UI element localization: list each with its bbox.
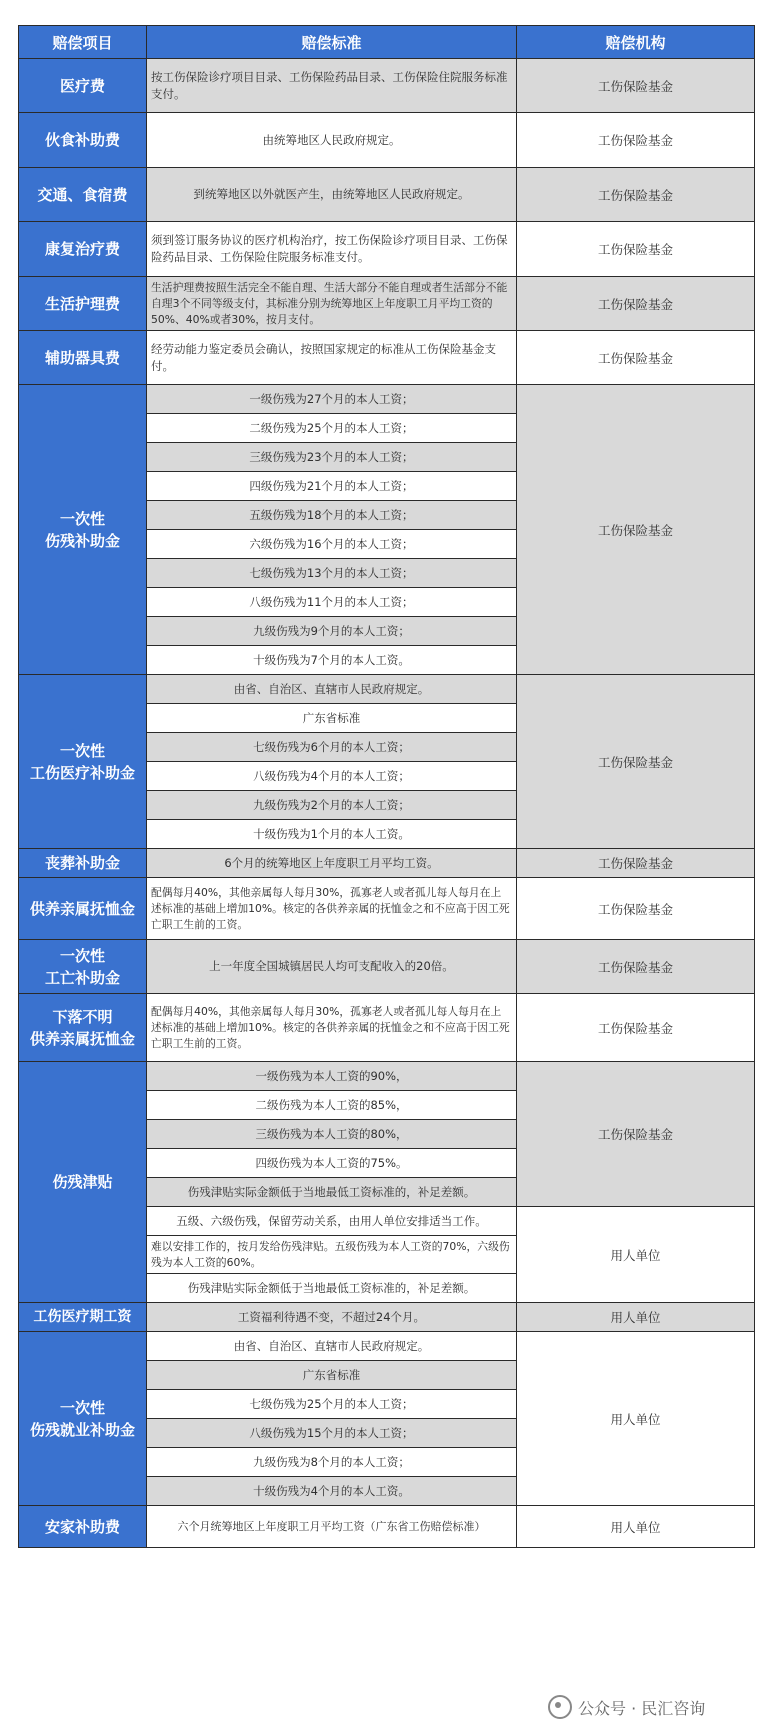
standard-line: 九级伤残为8个月的本人工资；	[147, 1448, 517, 1477]
org-disability-lump: 工伤保险基金	[517, 385, 755, 675]
standard-funeral: 6个月的统筹地区上年度职工月平均工资。	[147, 849, 517, 878]
standard-line: 三级伤残为本人工资的80%，	[147, 1120, 517, 1149]
item-medical: 医疗费	[19, 59, 147, 113]
standard-line: 一级伤残为本人工资的90%，	[147, 1062, 517, 1091]
standard-line: 四级伤残为本人工资的75%。	[147, 1149, 517, 1178]
org-funeral: 工伤保险基金	[517, 849, 755, 878]
item-allowance: 伤残津贴	[19, 1062, 147, 1303]
org-rehab: 工伤保险基金	[517, 222, 755, 277]
item-dependents: 供养亲属抚恤金	[19, 878, 147, 940]
table-row	[19, 1303, 755, 1332]
standard-aids: 经劳动能力鉴定委员会确认，按照国家规定的标准从工伤保险基金支付。	[147, 331, 517, 385]
item-death-lump: 一次性 工亡补助金	[19, 940, 147, 994]
standard-care: 生活护理费按照生活完全不能自理、生活大部分不能自理或者生活部分不能自理3个不同等级支付，其标准分别为统筹地区上年度职工月平均工资的50%、40%或者30%，按月支付。	[147, 277, 517, 331]
org-employment-lump: 用人单位	[517, 1332, 755, 1506]
table-row	[19, 385, 755, 414]
org-medical-lump: 工伤保险基金	[517, 675, 755, 849]
item-missing: 下落不明 供养亲属抚恤金	[19, 994, 147, 1062]
standard-line: 四级伤残为21个月的本人工资；	[147, 472, 517, 501]
item-care: 生活护理费	[19, 277, 147, 331]
item-transport: 交通、食宿费	[19, 168, 147, 222]
item-rehab: 康复治疗费	[19, 222, 147, 277]
org-transport: 工伤保险基金	[517, 168, 755, 222]
org-care: 工伤保险基金	[517, 277, 755, 331]
org-medical: 工伤保险基金	[517, 59, 755, 113]
org-wage: 用人单位	[517, 1303, 755, 1332]
org-food: 工伤保险基金	[517, 113, 755, 168]
standard-line: 七级伤残为13个月的本人工资；	[147, 559, 517, 588]
standard-line: 十级伤残为4个月的本人工资。	[147, 1477, 517, 1506]
standard-wage: 工资福利待遇不变，不超过24个月。	[147, 1303, 517, 1332]
standard-line: 三级伤残为23个月的本人工资；	[147, 443, 517, 472]
standard-line: 由省、自治区、直辖市人民政府规定。	[147, 675, 517, 704]
org-resettle: 用人单位	[517, 1506, 755, 1548]
item-aids: 辅助器具费	[19, 331, 147, 385]
standard-line: 九级伤残为2个月的本人工资；	[147, 791, 517, 820]
table-row	[19, 59, 755, 113]
standard-line: 由省、自治区、直辖市人民政府规定。	[147, 1332, 517, 1361]
standard-missing: 配偶每月40%，其他亲属每人每月30%，孤寡老人或者孤儿每人每月在上述标准的基础上增加10%。核定的各供养亲属的抚恤金之和不应高于因工死亡职工生前的工资。	[147, 994, 517, 1062]
item-employment-lump: 一次性 伤残就业补助金	[19, 1332, 147, 1506]
standard-line: 八级伤残为4个月的本人工资；	[147, 762, 517, 791]
standard-line: 五级、六级伤残，保留劳动关系，由用人单位安排适当工作。	[147, 1207, 517, 1236]
standard-line: 广东省标准	[147, 704, 517, 733]
standard-line: 二级伤残为25个月的本人工资；	[147, 414, 517, 443]
wechat-logo-icon	[548, 1695, 572, 1719]
org-aids: 工伤保险基金	[517, 331, 755, 385]
standard-line: 伤残津贴实际金额低于当地最低工资标准的，补足差额。	[147, 1274, 517, 1303]
table-header	[19, 26, 755, 59]
standard-line: 七级伤残为25个月的本人工资；	[147, 1390, 517, 1419]
org-missing: 工伤保险基金	[517, 994, 755, 1062]
table-row	[19, 222, 755, 277]
item-food: 伙食补助费	[19, 113, 147, 168]
header-standard: 赔偿标准	[147, 26, 517, 59]
standard-line: 八级伤残为15个月的本人工资；	[147, 1419, 517, 1448]
watermark	[548, 1695, 705, 1719]
header-org: 赔偿机构	[517, 26, 755, 59]
item-disability-lump: 一次性 伤残补助金	[19, 385, 147, 675]
standard-line: 七级伤残为6个月的本人工资；	[147, 733, 517, 762]
standard-line: 难以安排工作的，按月发给伤残津贴。五级伤残为本人工资的70%，六级伤残为本人工资的60%。	[147, 1236, 517, 1274]
standard-line: 伤残津贴实际金额低于当地最低工资标准的，补足差额。	[147, 1178, 517, 1207]
table-row	[19, 849, 755, 878]
table-row	[19, 1332, 755, 1361]
table-row	[19, 1506, 755, 1548]
standard-food: 由统筹地区人民政府规定。	[147, 113, 517, 168]
header-item: 赔偿项目	[19, 26, 147, 59]
table-row	[19, 168, 755, 222]
standard-death-lump: 上一年度全国城镇居民人均可支配收入的20倍。	[147, 940, 517, 994]
standard-medical: 按工伤保险诊疗项目目录、工伤保险药品目录、工伤保险住院服务标准支付。	[147, 59, 517, 113]
item-resettle: 安家补助费	[19, 1506, 147, 1548]
table-row	[19, 878, 755, 940]
org-allowance-employer: 用人单位	[517, 1207, 755, 1303]
org-dependents: 工伤保险基金	[517, 878, 755, 940]
standard-resettle: 六个月统筹地区上年度职工月平均工资（广东省工伤赔偿标准）	[147, 1506, 517, 1548]
standard-line: 一级伤残为27个月的本人工资；	[147, 385, 517, 414]
standard-line: 广东省标准	[147, 1361, 517, 1390]
table-row	[19, 940, 755, 994]
table-row	[19, 675, 755, 704]
standard-line: 九级伤残为9个月的本人工资；	[147, 617, 517, 646]
table-row	[19, 113, 755, 168]
standard-line: 十级伤残为1个月的本人工资。	[147, 820, 517, 849]
standard-line: 五级伤残为18个月的本人工资；	[147, 501, 517, 530]
org-allowance-fund: 工伤保险基金	[517, 1062, 755, 1207]
table-row	[19, 331, 755, 385]
standard-line: 二级伤残为本人工资的85%，	[147, 1091, 517, 1120]
item-medical-lump: 一次性 工伤医疗补助金	[19, 675, 147, 849]
compensation-table	[18, 25, 755, 1548]
standard-line: 八级伤残为11个月的本人工资；	[147, 588, 517, 617]
table-row	[19, 994, 755, 1062]
item-wage: 工伤医疗期工资	[19, 1303, 147, 1332]
standard-line: 六级伤残为16个月的本人工资；	[147, 530, 517, 559]
standard-line: 十级伤残为7个月的本人工资。	[147, 646, 517, 675]
org-death-lump: 工伤保险基金	[517, 940, 755, 994]
standard-transport: 到统筹地区以外就医产生，由统筹地区人民政府规定。	[147, 168, 517, 222]
watermark-text: 公众号 · 民汇咨询	[578, 1698, 706, 1718]
standard-rehab: 须到签订服务协议的医疗机构治疗，按工伤保险诊疗项目目录、工伤保险药品目录、工伤保险住院服务标准支付。	[147, 222, 517, 277]
table-row	[19, 277, 755, 331]
item-funeral: 丧葬补助金	[19, 849, 147, 878]
standard-dependents: 配偶每月40%，其他亲属每人每月30%，孤寡老人或者孤儿每人每月在上述标准的基础上增加10%。核定的各供养亲属的抚恤金之和不应高于因工死亡职工生前的工资。	[147, 878, 517, 940]
table-row	[19, 1062, 755, 1091]
